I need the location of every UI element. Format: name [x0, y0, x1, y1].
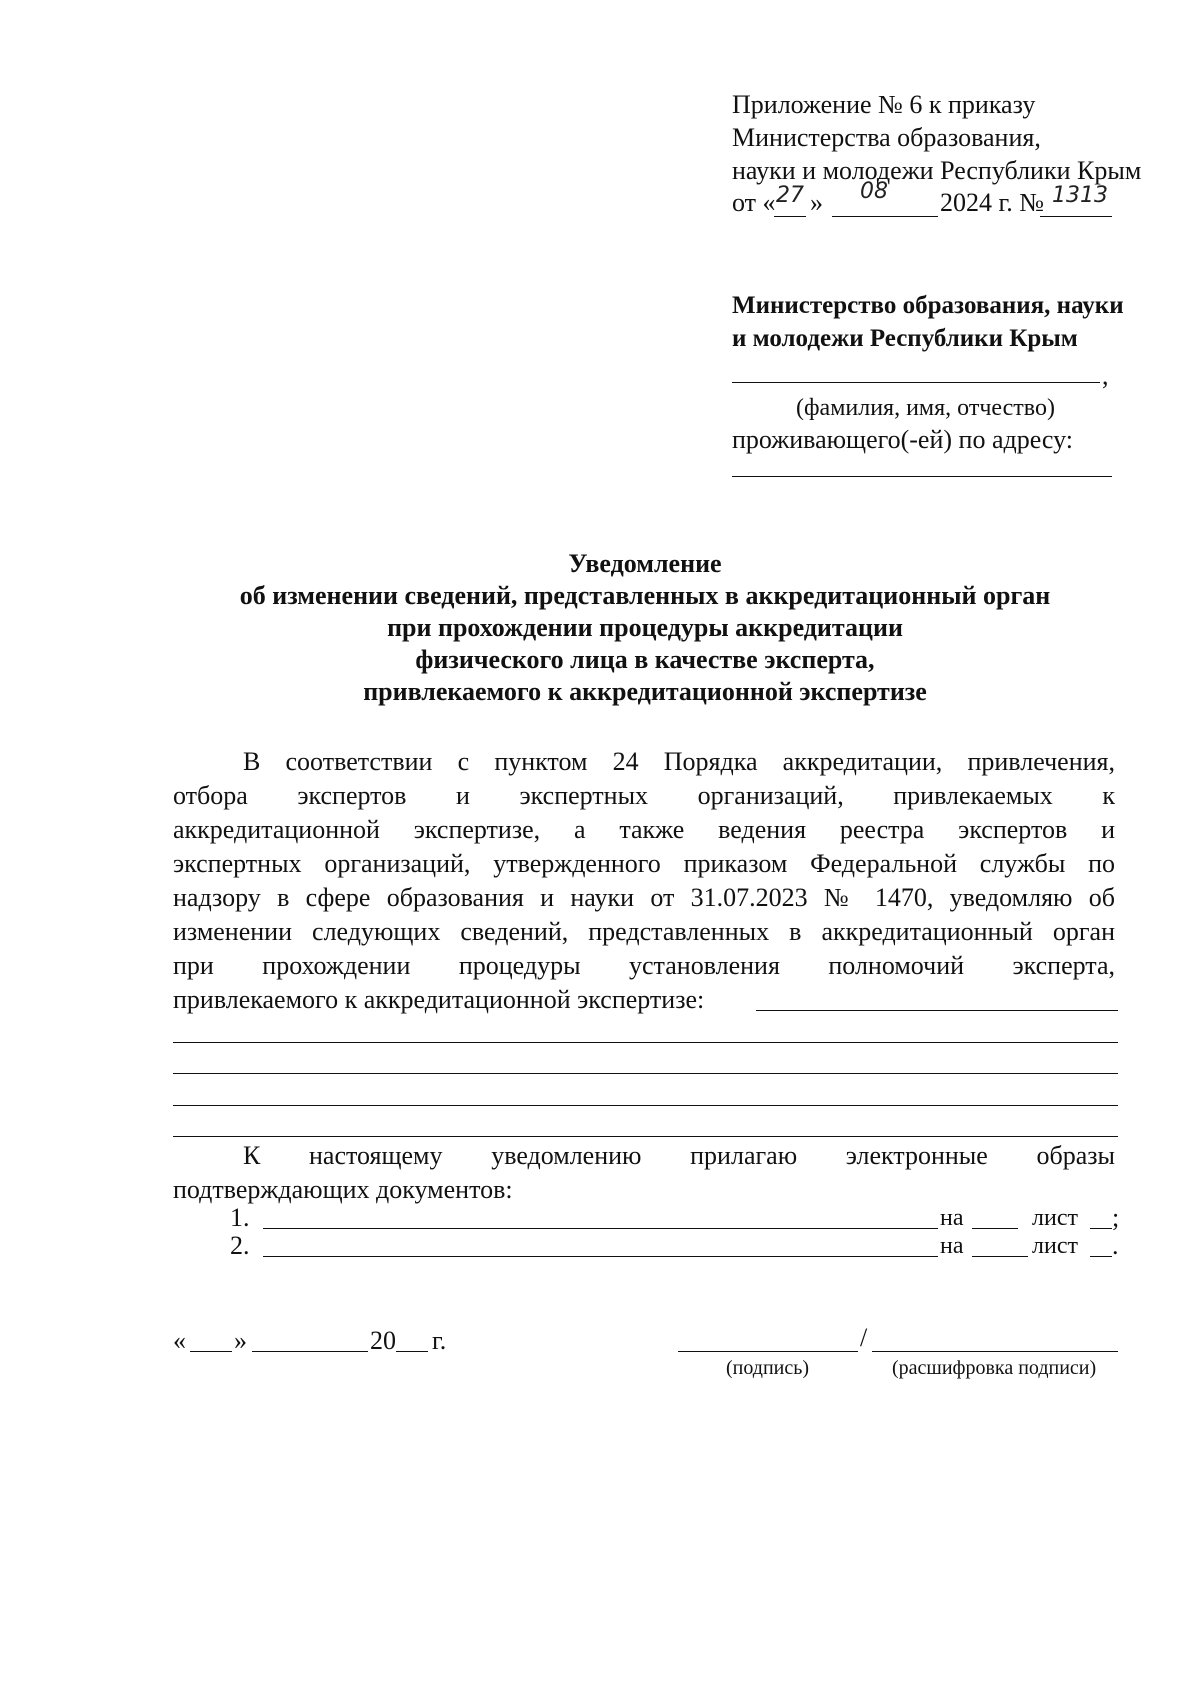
changes-field-line-2 [173, 1073, 1118, 1074]
appendix-line-2: Министерства образования, [732, 123, 1041, 152]
footer-open-quote: « [173, 1326, 186, 1355]
date-mid: » [810, 188, 823, 217]
document-title [100, 548, 1190, 708]
address-label: проживающего(-ей) по адресу: [732, 425, 1073, 454]
signature-slash: / [860, 1323, 868, 1352]
footer-year-prefix: 20 [370, 1326, 396, 1355]
title-line-4: физического лица в качестве эксперта, [415, 645, 875, 674]
footer-day-line [190, 1351, 232, 1352]
attachment-2-na: на [940, 1233, 964, 1259]
addressee-ministry [732, 289, 1132, 355]
date-year: 2024 г. № [940, 188, 1045, 217]
body-line-2: отбора экспертов и экспертных организаций, привлекаемых к [173, 781, 1115, 810]
date-prefix: от « [732, 188, 776, 217]
body-line-8: привлекаемого к аккредитационной экспертизе: [173, 985, 705, 1014]
attach-line-2: подтверждающих документов: [173, 1175, 513, 1204]
footer-month-line [252, 1351, 368, 1352]
order-number: 1313 [1052, 183, 1108, 208]
attachment-2-end: . [1112, 1231, 1119, 1260]
name-field-comma: , [1102, 361, 1109, 390]
appendix-line-3: науки и молодежи Республики Крым [732, 156, 1142, 185]
attachment-2-list: лист [1032, 1233, 1078, 1259]
title-line-2: об изменении сведений, представленных в аккредитационный орган [239, 581, 1051, 610]
attachment-1-line [263, 1228, 938, 1229]
footer-year-suffix: г. [432, 1326, 447, 1355]
order-number-underline [1040, 216, 1112, 217]
changes-field-line-4 [173, 1136, 1118, 1137]
name-field-line [732, 382, 1100, 383]
body-line-1: В соответствии с пунктом 24 Порядка аккредитации, привлечения, [243, 747, 1115, 776]
attachment-1-count-line [1090, 1228, 1112, 1229]
date-month-underline [832, 216, 938, 217]
attachment-2-count-line [1090, 1256, 1112, 1257]
appendix-header [732, 88, 1152, 187]
title-line-3: при прохождении процедуры аккредитации [387, 613, 903, 642]
footer-year-line [396, 1351, 428, 1352]
changes-field-line-0 [756, 1010, 1118, 1011]
attachment-1-na: на [940, 1205, 964, 1231]
changes-field-line-1 [173, 1042, 1118, 1043]
appendix-line-1: Приложение № 6 к приказу [732, 90, 1036, 119]
date-month: 08 [860, 179, 888, 204]
body-line-7: при прохождении процедуры установления полномочий эксперта, [173, 951, 1115, 980]
title-line-1: Уведомление [568, 549, 722, 578]
footer-close-quote: » [234, 1326, 247, 1355]
title-line-5: привлекаемого к аккредитационной экспертизе [363, 677, 927, 706]
addressee-line-1: Министерство образования, науки [732, 292, 1124, 319]
changes-field-line-3 [173, 1105, 1118, 1106]
body-line-4: экспертных организаций, утвержденного приказом Федеральной службы по [173, 849, 1115, 878]
attachment-2-pages-line [972, 1256, 1028, 1257]
attachment-1-pages-line [972, 1228, 1018, 1229]
attach-line-1: К настоящему уведомлению прилагаю электронные образы [243, 1141, 1115, 1170]
attachment-1-end: ; [1112, 1203, 1120, 1232]
signature-caption: (подпись) [726, 1357, 810, 1379]
signature-decoding-caption: (расшифровка подписи) [892, 1357, 1097, 1379]
attachment-1-number: 1. [230, 1203, 250, 1232]
date-day: 27 [776, 183, 804, 208]
attachment-2-line [263, 1256, 938, 1257]
body-line-5: надзору в сфере образования и науки от 31.07.2023 № 1470, уведомляю об [173, 883, 1115, 912]
attachment-2-number: 2. [230, 1231, 250, 1260]
address-field-line [732, 476, 1112, 477]
date-day-underline [774, 216, 806, 217]
name-caption: (фамилия, имя, отчество) [796, 395, 1055, 421]
attachment-1-list: лист [1032, 1205, 1078, 1231]
body-line-6: изменении следующих сведений, представленных в аккредитационный орган [173, 917, 1115, 946]
body-line-3: аккредитационной экспертизе, а также ведения реестра экспертов и [173, 815, 1115, 844]
addressee-line-2: и молодежи Республики Крым [732, 325, 1078, 352]
